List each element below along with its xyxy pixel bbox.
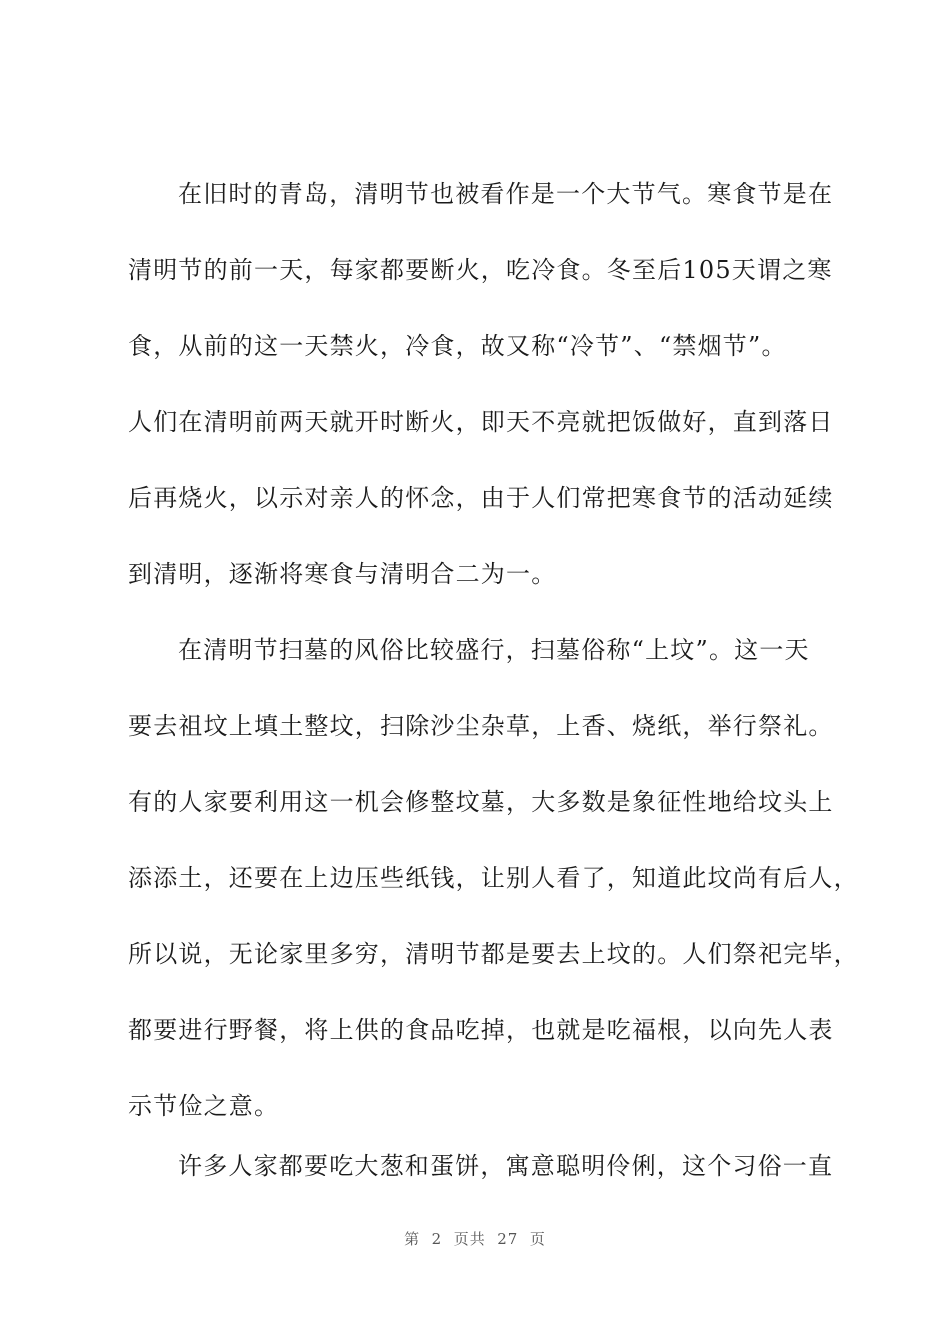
paragraph-2-line-2: 要去祖坟上填土整坟，扫除沙尘杂草，上香、烧纸，举行祭礼。 <box>128 712 834 740</box>
paragraph-2-line-1: 在清明节扫墓的风俗比较盛行，扫墓俗称“上坟”。这一天 <box>178 636 810 664</box>
paragraph-2-line-3: 有的人家要利用这一机会修整坟墓，大多数是象征性地给坟头上 <box>128 788 834 816</box>
paragraph-1-line-4: 人们在清明前两天就开时断火，即天不亮就把饭做好，直到落日 <box>128 408 834 436</box>
paragraph-1-line-1: 在旧时的青岛，清明节也被看作是一个大节气。寒食节是在 <box>178 180 834 208</box>
page-number-footer: 第 2 页共 27 页 <box>404 1230 546 1248</box>
paragraph-1-line-5: 后再烧火，以示对亲人的怀念，由于人们常把寒食节的活动延续 <box>128 484 834 512</box>
paragraph-1-line-2: 清明节的前一天，每家都要断火，吃冷食。冬至后105天谓之寒 <box>128 256 833 284</box>
paragraph-1-line-6: 到清明，逐渐将寒食与清明合二为一。 <box>128 560 557 588</box>
paragraph-2-line-5: 所以说，无论家里多穷，清明节都是要去上坟的。人们祭祀完毕， <box>128 940 859 968</box>
paragraph-2-line-6: 都要进行野餐，将上供的食品吃掉，也就是吃福根，以向先人表 <box>128 1016 834 1044</box>
paragraph-3-line-1: 许多人家都要吃大葱和蛋饼，寓意聪明伶俐，这个习俗一直 <box>178 1152 834 1180</box>
paragraph-2-line-7: 示节俭之意。 <box>128 1092 280 1120</box>
paragraph-1-line-3: 食，从前的这一天禁火，冷食，故又称“冷节”、“禁烟节”。 <box>128 332 787 360</box>
paragraph-2-line-4: 添添土，还要在上边压些纸钱，让别人看了，知道此坟尚有后人， <box>128 864 859 892</box>
